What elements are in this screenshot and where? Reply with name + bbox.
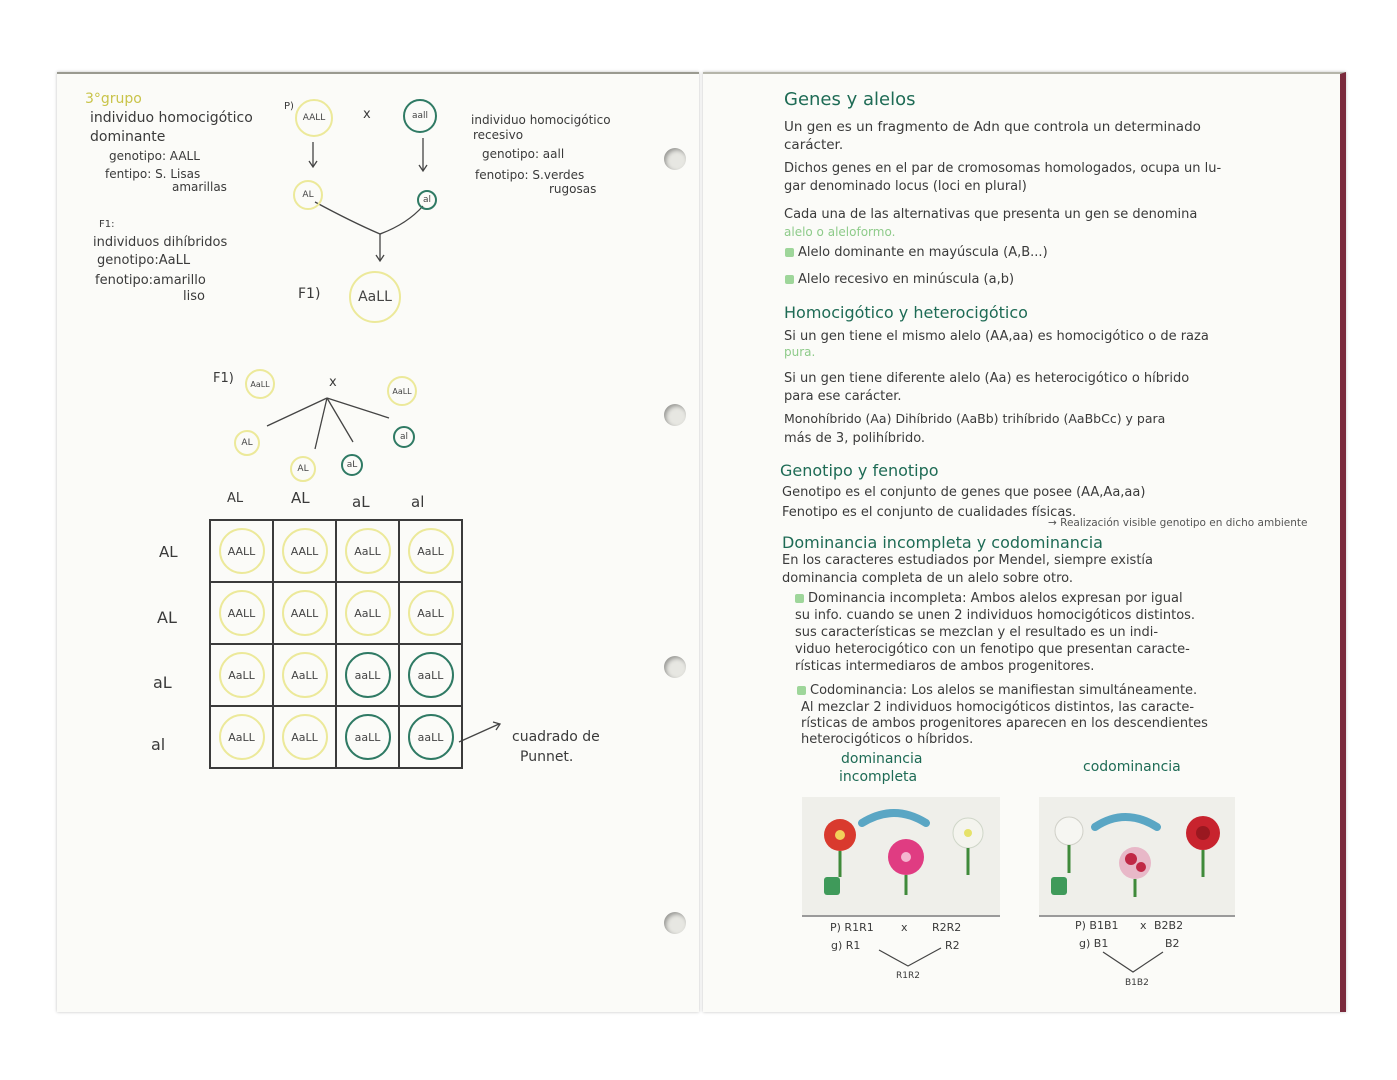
section-heading: 3°grupo (85, 91, 142, 107)
punnett-row-header-3: aL (153, 673, 172, 692)
dominant-genotype: genotipo: AALL (109, 149, 200, 163)
f1-gamete-2: AL (290, 456, 316, 482)
text-line: viduo heterocigótico con un fenotipo que presentan caracte- (795, 642, 1190, 657)
punnett-row (210, 582, 462, 644)
text-line: Monohíbrido (Aa) Dihíbrido (AaBb) trihíbrido (AaBbCc) y para (784, 411, 1166, 426)
section-heading: Genotipo y fenotipo (780, 461, 939, 480)
allele-dominant-text: Alelo dominante en mayúscula (A,B...) (798, 245, 1048, 260)
text-line: Al mezclar 2 individuos homocigóticos distintos, las caracte- (801, 700, 1195, 715)
punnett-col-header-2: AL (291, 489, 310, 507)
recessive-title: individuo homocigótico (471, 113, 611, 127)
punnett-cell: aaLL (408, 652, 454, 698)
text-line: dominancia completa de un alelo sobre otro. (782, 571, 1074, 586)
f1-parent1-circle: AaLL (245, 369, 275, 399)
fig2-p: P) B1B1 (1075, 919, 1119, 932)
cross-lines (703, 74, 1340, 1012)
punnett-cell: AALL (282, 590, 328, 636)
f1-cross-x: x (329, 375, 337, 390)
punnett-cell: AALL (219, 590, 265, 636)
dominant-title: individuo homocigótico (90, 110, 253, 126)
text-line: heterocigóticos o híbridos. (801, 732, 974, 747)
figure-title: dominancia (841, 751, 923, 767)
text-line: sus características se mezclan y el resultado es un indi- (795, 625, 1159, 640)
f1-gamete-4: al (393, 426, 415, 448)
text-line: Fenotipo es el conjunto de cualidades físicas. (782, 505, 1077, 520)
section-heading: Dominancia incompleta y codominancia (782, 533, 1103, 552)
f1-gamete-3: aL (341, 454, 363, 476)
text-line: carácter. (784, 137, 844, 153)
fig2-result: B1B2 (1125, 978, 1149, 988)
punnett-cell: AALL (219, 528, 265, 574)
punnett-cell: AaLL (219, 714, 265, 760)
parent-dominant-circle: AALL (295, 99, 333, 137)
figure-title-2: incompleta (839, 769, 918, 785)
f1-cross-label-2: F1) (213, 371, 234, 386)
punnett-col-header-3: aL (352, 493, 370, 511)
f1-description: individuos dihíbridos (93, 235, 228, 250)
text-line: rísticas intermediaros de ambos progenitores. (795, 659, 1095, 674)
f1-cross-label: F1) (298, 286, 321, 302)
fig1-x: x (901, 921, 908, 934)
fig2-p2: B2B2 (1154, 919, 1184, 932)
dominant-phenotype-2: amarillas (172, 180, 227, 194)
text-line: rísticas de ambos progenitores aparecen en los descendientes (801, 716, 1208, 731)
punnett-cell: AaLL (408, 528, 454, 574)
text-line: Cada una de las alternativas que presenta un gen se denomina (784, 207, 1198, 222)
punnett-row (210, 520, 462, 582)
fig2-x: x (1140, 919, 1147, 932)
punnett-cell: AaLL (282, 652, 328, 698)
fig2-g2: B2 (1165, 937, 1180, 950)
fig1-result: R1R2 (896, 971, 920, 981)
punnett-cell: aaLL (345, 652, 391, 698)
text-line: Si un gen tiene diferente alelo (Aa) es heterocigótico o híbrido (784, 371, 1190, 386)
codom-text: Codominancia: Los alelos se manifiestan simultáneamente. (810, 683, 1198, 698)
punnett-label: cuadrado de (512, 729, 600, 745)
text-line: para ese carácter. (784, 389, 902, 404)
fig1-g: g) R1 (831, 939, 861, 952)
binder-hole (664, 656, 686, 678)
punnett-cell: AaLL (408, 590, 454, 636)
text-line: su info. cuando se unen 2 individuos homocigóticos distintos. (795, 608, 1196, 623)
recessive-genotype: genotipo: aall (482, 147, 565, 161)
gamete-dominant-circle: AL (293, 180, 323, 210)
parent-recessive-circle: aall (403, 99, 437, 133)
figure-title-codom: codominancia (1083, 759, 1181, 775)
punnett-square (209, 519, 463, 769)
f1-parent2-circle: AaLL (387, 376, 417, 406)
binder-hole (664, 912, 686, 934)
binder-hole (664, 148, 686, 170)
p-label: P) (284, 101, 294, 112)
recessive-phenotype-2: rugosas (549, 182, 597, 196)
f1-genotype: genotipo:AaLL (97, 253, 191, 268)
fig1-p: P) R1R1 (830, 921, 874, 934)
punnett-col-header-1: AL (227, 491, 244, 506)
fig1-p2: R2R2 (932, 921, 962, 934)
text-line: alelo o aleloformo. (784, 225, 896, 239)
punnett-row (210, 644, 462, 706)
f1-label: F1: (99, 219, 115, 230)
punnett-cell: aaLL (408, 714, 454, 760)
text-line: Genotipo es el conjunto de genes que posee (AA,Aa,aa) (782, 485, 1146, 500)
punnett-cell: AaLL (282, 714, 328, 760)
text-line: más de 3, polihíbrido. (784, 431, 926, 446)
punnett-cell: AaLL (345, 590, 391, 636)
punnett-row (210, 706, 462, 768)
punnett-cell: AaLL (345, 528, 391, 574)
right-notebook-page (703, 72, 1346, 1012)
f1-phenotype-2: liso (183, 289, 205, 304)
text-line: Un gen es un fragmento de Adn que controla un determinado (784, 119, 1201, 135)
dominant-title-2: dominante (90, 129, 166, 145)
fig2-g: g) B1 (1079, 937, 1109, 950)
punnett-col-header-4: al (411, 493, 425, 511)
punnett-row-header-2: AL (157, 608, 177, 627)
incomplete-text: Dominancia incompleta: Ambos alelos expresan por igual (808, 591, 1183, 606)
text-line: Dichos genes en el par de cromosomas homologados, ocupa un lu- (784, 161, 1222, 176)
punnett-cell: aaLL (345, 714, 391, 760)
text-line: pura. (784, 345, 816, 359)
text-line: gar denominado locus (loci en plural) (784, 179, 1027, 194)
f1-gamete-1: AL (234, 430, 260, 456)
punnett-row-header-4: al (151, 735, 166, 754)
allele-recessive-text: Alelo recesivo en minúscula (a,b) (798, 272, 1015, 287)
section-heading: Homocigótico y heterocigótico (784, 303, 1028, 322)
cross-x: x (363, 107, 371, 122)
punnett-cell: AaLL (219, 652, 265, 698)
binder-hole (664, 404, 686, 426)
gamete-recessive-circle: al (417, 190, 437, 210)
punnett-row-header-1: AL (159, 543, 178, 561)
text-line: En los caracteres estudiados por Mendel, siempre existía (782, 553, 1154, 568)
recessive-phenotype: fenotipo: S.verdes (475, 168, 585, 182)
fig1-g2: R2 (945, 939, 960, 952)
text-line: Si un gen tiene el mismo alelo (AA,aa) es homocigótico o de raza (784, 329, 1209, 344)
page-title: Genes y alelos (784, 89, 916, 110)
punnett-cell: AALL (282, 528, 328, 574)
text-line: → Realización visible genotipo en dicho ambiente (1048, 517, 1308, 529)
f1-result-circle: AaLL (349, 271, 401, 323)
punnett-label-2: Punnet. (520, 749, 574, 765)
f1-phenotype: fenotipo:amarillo (95, 273, 206, 288)
dominant-phenotype: fentipo: S. Lisas (105, 167, 201, 181)
recessive-title-2: recesivo (473, 128, 524, 142)
